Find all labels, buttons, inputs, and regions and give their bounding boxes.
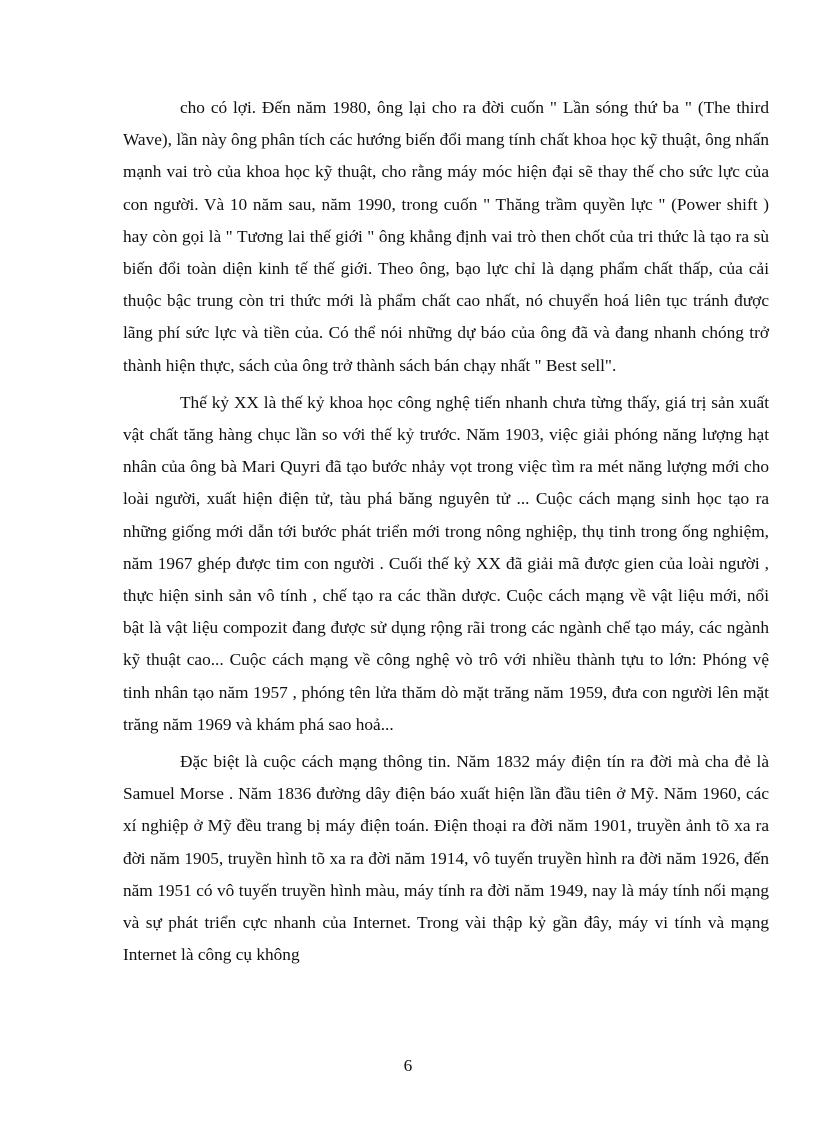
body-text — [123, 92, 769, 976]
paragraph-3: Đặc biệt là cuộc cách mạng thông tin. Năm 1832 máy điện tín ra đời mà cha đẻ là Samuel Morse . Năm 1836 đường dây điện báo xuất hiện lần đầu tiên ở Mỹ. Năm 1960, các xí nghiệp ở Mỹ đều trang bị máy điện toán. Điện thoại ra đời năm 1901, truyền ảnh tõ xa ra đời năm 1905, truyền hình tõ xa ra đời năm 1914, vô tuyến truyền hình ra đời năm 1926, đến năm 1951 có vô tuyến truyền hình màu, máy tính ra đời năm 1949, nay là máy tính nối mạng và sự phát triển cực nhanh của Internet. Trong vài thập kỷ gần đây, máy vi tính và mạng Internet là công cụ không — [123, 752, 769, 965]
paragraph-2: Thế kỷ XX là thế kỷ khoa học công nghệ tiến nhanh chưa từng thấy, giá trị sản xuất vật chất tăng hàng chục lần so với thế kỷ trước. Năm 1903, việc giải phóng năng lượng hạt nhân của ông bà Mari Quyri đã tạo bước nhảy vọt trong việc tìm ra mét năng lượng mới cho loài người, xuất hiện điện tử, tàu phá băng nguyên tử ... Cuộc cách mạng sinh học tạo ra những giống mới dẫn tới bước phát triển mới trong nông nghiệp, thụ tinh trong ống nghiệm, năm 1967 ghép được tim con người . Cuối thế kỷ XX đã giải mã được gien của loài người , thực hiện sinh sản vô tính , chế tạo ra các thần dược. Cuộc cách mạng về vật liệu mới, nổi bật là vật liệu compozit đang được sử dụng rộng rãi trong các ngành chế tạo máy, các ngành kỹ thuật cao... Cuộc cách mạng về công nghệ vò trô với nhiều thành tựu to lớn: Phóng vệ tinh nhân tạo năm 1957 , phóng tên lửa thăm dò mặt trăng năm 1959, đưa con người lên mặt trăng năm 1969 và khám phá sao hoả... — [123, 392, 769, 734]
paragraph-1: cho có lợi. Đến năm 1980, ông lại cho ra đời cuốn " Lần sóng thứ ba " (The third Wave), lần này ông phân tích các hướng biến đổi mang tính chất khoa học kỹ thuật, ông nhấn mạnh vai trò của khoa học kỹ thuật, cho rằng máy móc hiện đại sẽ thay thế cho sức lực của con người. Và 10 năm sau, năm 1990, trong cuốn " Thăng trầm quyền lực " (Power shift ) hay còn gọi là " Tương lai thế giới " ông khẳng định vai trò then chốt của tri thức là tạo ra sù biến đổi toàn diện kinh tế thế giới. Theo ông, bạo lực chỉ là dạng phẩm chất thấp, của cải thuộc bậc trung còn tri thức mới là phẩm chất cao nhất, nó chuyển hoá liên tục tránh được lãng phí sức lực và tiền của. Có thể nói những dự báo của ông đã và đang nhanh chóng trở thành hiện thực, sách của ông trở thành sách bán chạy nhất " Best sell". — [123, 98, 769, 375]
page-number: 6 — [403, 1056, 413, 1075]
